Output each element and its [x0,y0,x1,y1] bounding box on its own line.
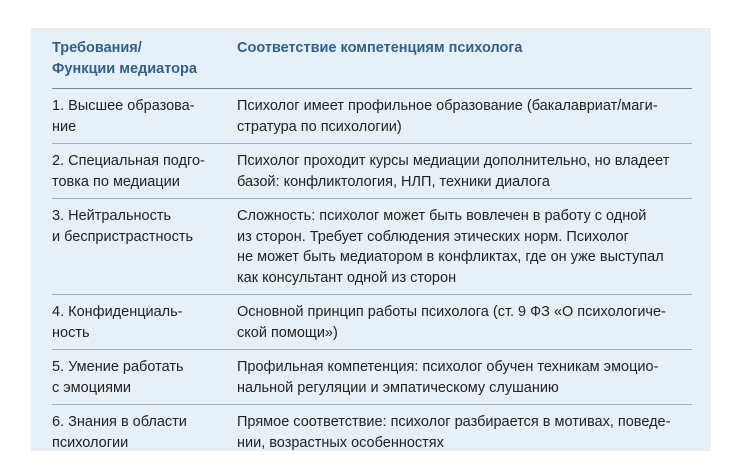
requirement-text: 5. Умение работать с эмоциями [52,357,237,398]
requirement-text: 2. Специальная подго- товка по медиации [52,151,237,192]
table-row [52,350,692,405]
correspondence-cell [237,89,692,144]
requirement-text: 3. Нейтральность и беспристрастность [52,206,237,247]
correspondence-text: Психолог проходит курсы медиации дополнительно, но владеет базой: конфликтология, НЛП, техники диалога [237,151,692,192]
header-requirements-text: Требования/ Функции медиатора [52,38,237,80]
requirement-text: 6. Знания в области психологии [52,412,237,453]
table-row [52,199,692,295]
requirement-cell [52,350,237,405]
requirement-cell [52,89,237,144]
requirement-text: 1. Высшее образова- ние [52,96,237,137]
correspondence-cell [237,295,692,350]
correspondence-text: Сложность: психолог может быть вовлечен в работу с одной из сторон. Требует соблюдения этических норм. Психолог не может быть медиатором в конфликтах, где он уже выступал как консультант одной из сторон [237,206,692,288]
table-row [52,295,692,350]
mediator-requirements-table [52,28,692,459]
correspondence-text: Прямое соответствие: психолог разбирается в мотивах, поведе- нии, возрастных особенностях [237,412,692,453]
header-correspondence [237,28,692,89]
correspondence-cell [237,199,692,295]
requirement-cell [52,199,237,295]
header-correspondence-text: Соответствие компетенциям психолога [237,38,692,59]
requirement-cell [52,144,237,199]
requirement-text: 4. Конфиденциаль- ность [52,302,237,343]
header-requirements [52,28,237,89]
correspondence-text: Профильная компетенция: психолог обучен техникам эмоцио- нальной регуляции и эмпатическому слушанию [237,357,692,398]
table-row [52,144,692,199]
correspondence-text: Основной принцип работы психолога (ст. 9 ФЗ «О психологиче- ской помощи») [237,302,692,343]
table-row [52,89,692,144]
correspondence-cell [237,144,692,199]
table-header-row [52,28,692,89]
requirement-cell [52,295,237,350]
correspondence-cell [237,350,692,405]
correspondence-text: Психолог имеет профильное образование (бакалавриат/маги- стратура по психологии) [237,96,692,137]
